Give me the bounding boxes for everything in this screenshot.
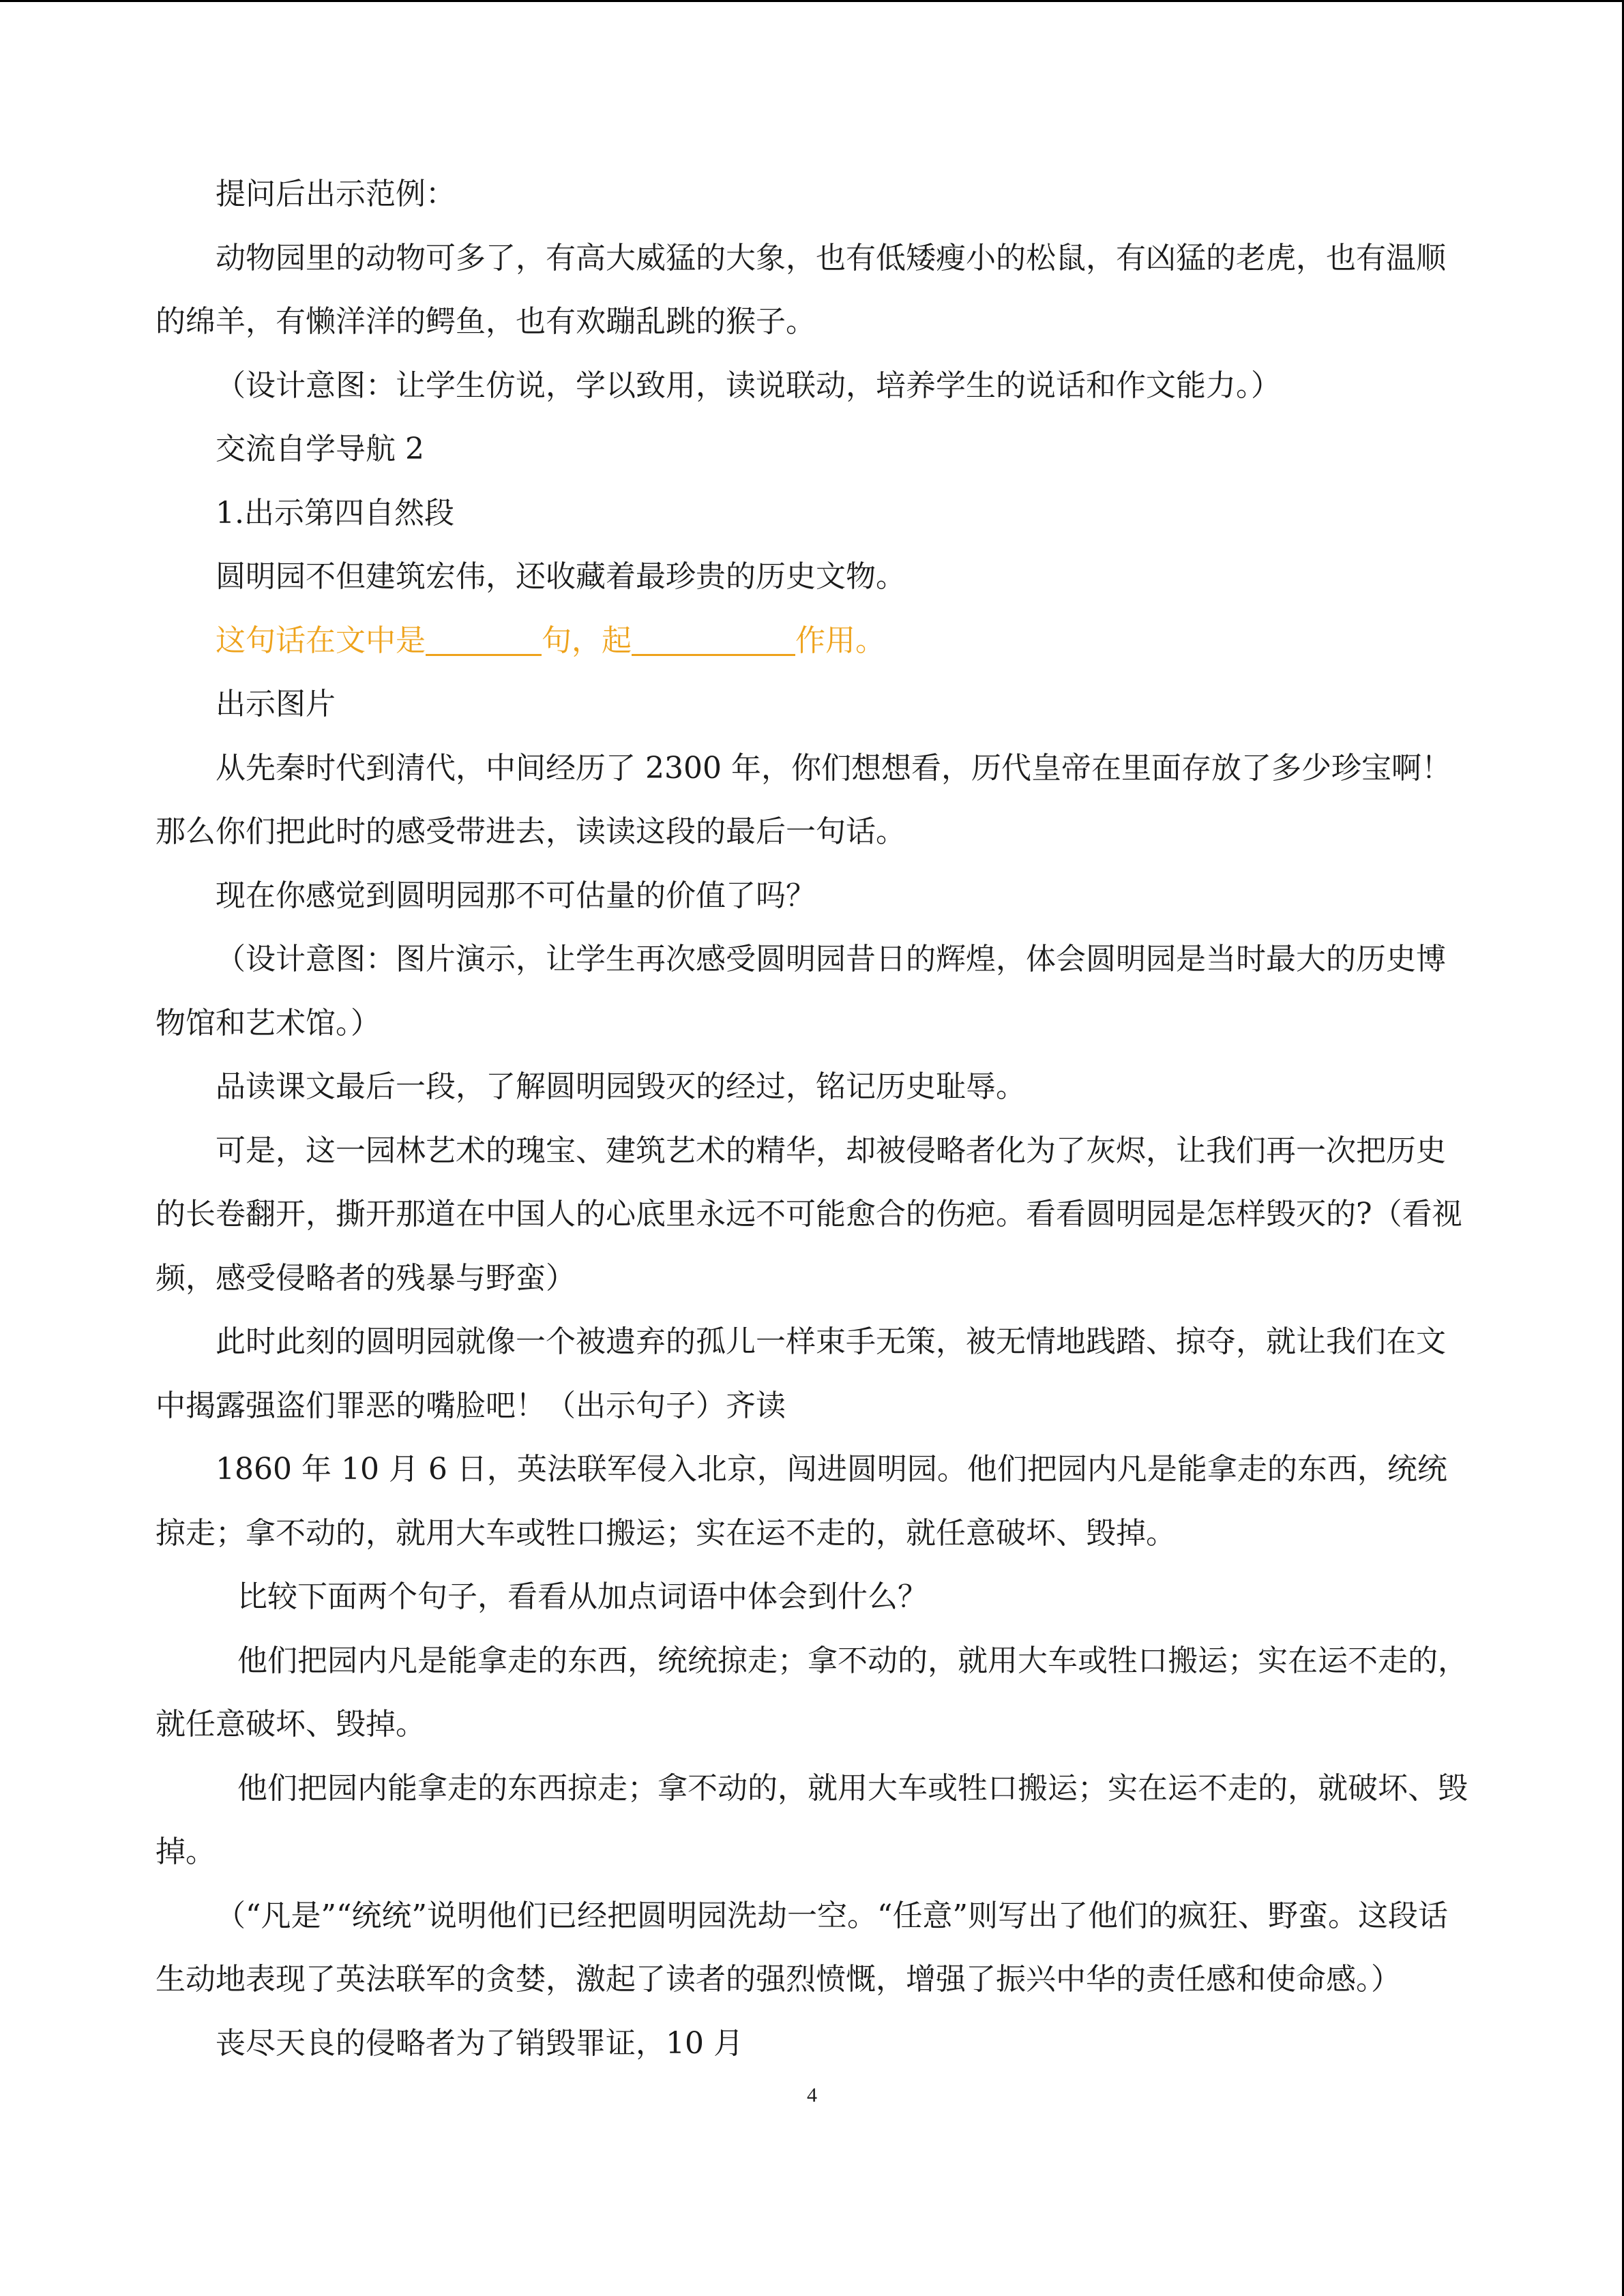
- question-text-part: 这句话在文中是: [216, 623, 426, 658]
- page-number: 4: [807, 2084, 817, 2106]
- paragraph: 动物园里的动物可多了，有高大威猛的大象，也有低矮瘦小的松鼠，有凶猛的老虎，也有温顺的绵羊，有懒洋洋的鳄鱼，也有欢蹦乱跳的猴子。: [156, 240, 1446, 339]
- question-text-part: 作用。: [795, 623, 885, 658]
- paragraph: 他们把园内凡是能拿走的东西，统统掠走；拿不动的，就用大车或牲口搬运；实在运不走的，就任意破坏、毁掉。: [156, 1643, 1468, 1742]
- answer-blank: [632, 624, 795, 656]
- paragraph: 圆明园不但建筑宏伟，还收藏着最珍贵的历史文物。: [216, 559, 906, 594]
- answer-blank: [426, 624, 542, 656]
- paragraph: 1860 年 10 月 6 日，英法联军侵入北京，闯进圆明园。他们把园内凡是能拿走的东西，统统掠走；拿不动的，就用大车或牲口搬运；实在运不走的，就任意破坏、毁掉。: [156, 1452, 1447, 1551]
- document-body: [156, 162, 1470, 2075]
- paragraph: 品读课文最后一段，了解圆明园毁灭的经过，铭记历史耻辱。: [216, 1069, 1026, 1104]
- section-heading: 交流自学导航 2: [216, 432, 424, 466]
- paragraph: （“凡是”“统统”说明他们已经把圆明园洗劫一空。“任意”则写出了他们的疯狂、野蛮。这段话生动地表现了英法联军的贪婪，激起了读者的强烈愤慨，增强了振兴中华的责任感和使命感。）: [156, 1898, 1448, 1997]
- paragraph: （设计意图：图片演示，让学生再次感受圆明园昔日的辉煌，体会圆明园是当时最大的历史博物馆和艺术馆。）: [156, 942, 1446, 1041]
- paragraph: 丧尽天良的侵略者为了销毁罪证，10 月: [216, 2025, 743, 2061]
- paragraph: 出示图片: [216, 687, 336, 721]
- paragraph: （设计意图：让学生仿说，学以致用，读说联动，培养学生的说话和作文能力。）: [216, 368, 1281, 403]
- paragraph: 1.出示第四自然段: [216, 495, 454, 531]
- paragraph: 比较下面两个句子，看看从加点词语中体会到什么？: [237, 1579, 928, 1614]
- fill-in-question: [156, 609, 1470, 673]
- question-text-part: 句，起: [542, 623, 632, 658]
- paragraph: 现在你感觉到圆明园那不可估量的价值了吗？: [216, 878, 816, 913]
- paragraph: 可是，这一园林艺术的瑰宝、建筑艺术的精华，却被侵略者化为了灰烬，让我们再一次把历史的长卷翻开，撕开那道在中国人的心底里永远不可能愈合的伤疤。看看圆明园是怎样毁灭的?（看视频，感受侵略者的残暴与野蛮）: [156, 1133, 1462, 1296]
- paragraph: 提问后出示范例：: [216, 177, 456, 211]
- paragraph: 他们把园内能拿走的东西掠走；拿不动的，就用大车或牲口搬运；实在运不走的，就破坏、毁掉。: [156, 1770, 1468, 1869]
- paragraph: 从先秦时代到清代，中间经历了 2300 年，你们想想看，历代皇帝在里面存放了多少珍宝啊！那么你们把此时的感受带进去，读读这段的最后一句话。: [156, 750, 1451, 849]
- paragraph: 此时此刻的圆明园就像一个被遗弃的孤儿一样束手无策，被无情地践踏、掠夺，就让我们在文中揭露强盗们罪恶的嘴脸吧！（出示句子）齐读: [156, 1324, 1446, 1423]
- top-border-line: [0, 0, 1624, 2]
